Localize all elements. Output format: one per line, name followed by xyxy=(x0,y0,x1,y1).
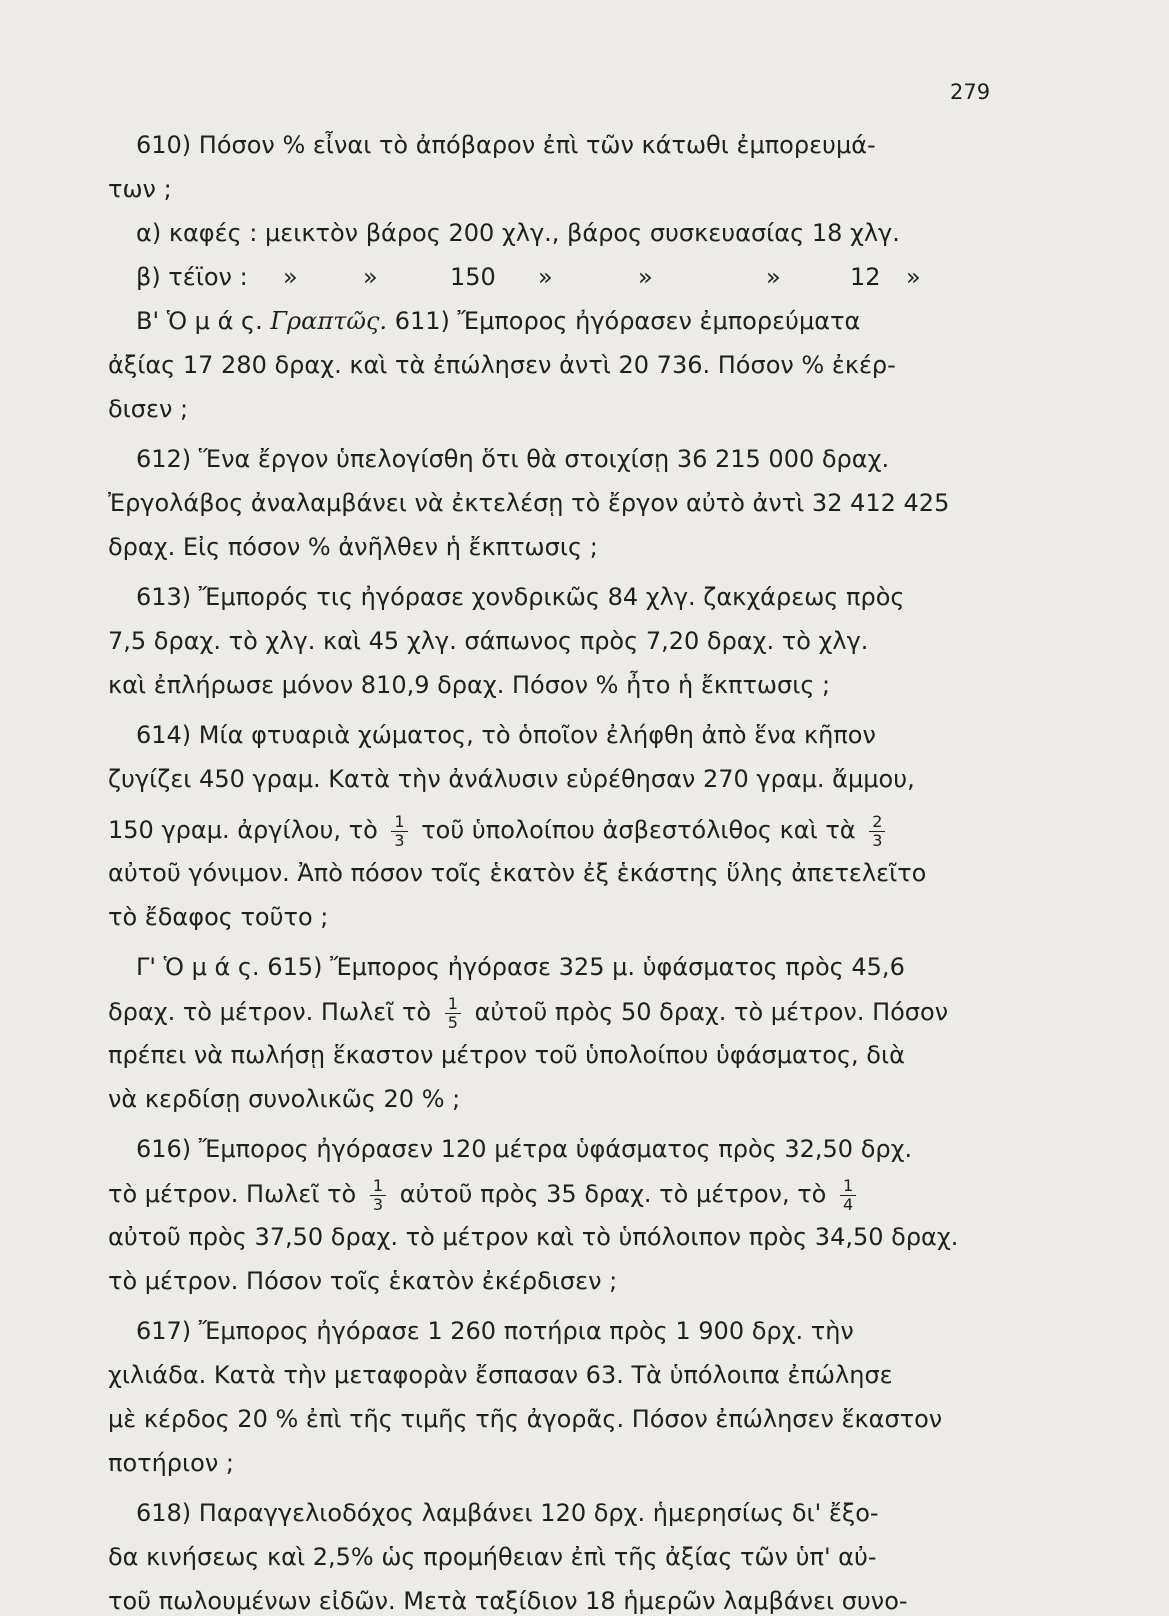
problem-610-item-a: α) καφές : μεικτὸν βάρος 200 χλγ., βάρος συσκευασίας 18 χλγ. xyxy=(136,219,900,247)
problem-610-line: 610) Πόσον % εἶναι τὸ ἀπόβαρον ἐπὶ τῶν κάτωθι ἐμπορευμά- xyxy=(136,131,876,159)
problem-617-line: χιλιάδα. Κατὰ τὴν μεταφορὰν ἔσπασαν 63. Τὰ ὑπόλοιπα ἐπώλησε xyxy=(108,1361,893,1389)
problem-615-line: πρέπει νὰ πωλήσῃ ἕκαστον μέτρον τοῦ ὑπολοίπου ὑφάσματος, διὰ xyxy=(108,1041,905,1069)
fraction-two-thirds: $\frac{2}{3}$ xyxy=(869,813,885,850)
ditto-mark: » xyxy=(363,263,378,291)
problem-618-line: τοῦ πωλουμένων εἰδῶν. Μετὰ ταξίδιον 18 ἡμερῶν λαμβάνει συνο- xyxy=(108,1587,908,1615)
problem-614-line: 614) Μία φτυαριὰ χώματος, τὸ ὁποῖον ἐλήφθη ἀπὸ ἕνα κῆπον xyxy=(136,721,876,749)
fraction-one-third: $\frac{1}{3}$ xyxy=(391,813,407,850)
problem-616-line: τὸ μέτρον. Πωλεῖ τὸ $\frac{1}{3}$ αὐτοῦ πρὸς 35 δραχ. τὸ μέτρον, τὸ $\frac{1}{4}$ xyxy=(108,1172,988,1216)
problem-614-line: αὐτοῦ γόνιμον. Ἀπὸ πόσον τοῖς ἑκατὸν ἐξ ἑκάστης ὕλης ἀπετελεῖτο xyxy=(108,859,927,887)
problem-614-line: ζυγίζει 450 γραμ. Κατὰ τὴν ἀνάλυσιν εὑρέθησαν 270 γραμ. ἄμμου, xyxy=(108,765,915,793)
problem-612-line: Ἐργολάβος ἀναλαμβάνει νὰ ἐκτελέσῃ τὸ ἔργον αὐτὸ ἀντὶ 32 412 425 xyxy=(108,489,950,517)
fraction-one-quarter: $\frac{1}{4}$ xyxy=(840,1177,856,1214)
problem-614-line: τὸ ἔδαφος τοῦτο ; xyxy=(108,903,329,931)
written-label: Γραπτῶς. xyxy=(270,307,388,335)
ditto-mark: » xyxy=(766,263,781,291)
problem-616-line: 616) Ἔμπορος ἠγόρασεν 120 μέτρα ὑφάσματος πρὸς 32,50 δρχ. xyxy=(136,1135,913,1163)
problem-611-text: 611) Ἔμπορος ἠγόρασεν ἐμπορεύματα xyxy=(394,307,861,335)
problem-617-line: ποτήριον ; xyxy=(108,1449,234,1477)
problem-613-line: 7,5 δραχ. τὸ χλγ. καὶ 45 χλγ. σάπωνος πρὸς 7,20 δραχ. τὸ χλγ. xyxy=(108,627,869,655)
problem-610-item-b xyxy=(108,262,988,292)
fraction-one-third: $\frac{1}{3}$ xyxy=(370,1177,386,1214)
item-b-label: β) τέϊον : xyxy=(136,263,248,291)
ditto-mark: » xyxy=(538,263,553,291)
problem-610-line: των ; xyxy=(108,175,172,203)
page-number: 279 xyxy=(950,80,991,104)
group-b-label: Β' Ὁ μ ά ς. xyxy=(136,307,263,335)
problem-616-line: τὸ μέτρον. Πόσον τοῖς ἑκατὸν ἐκέρδισεν ; xyxy=(108,1267,618,1295)
problem-611-line xyxy=(108,306,988,336)
problem-615-line: Γ' Ὁ μ ά ς. 615) Ἔμπορος ἠγόρασε 325 μ. ὑφάσματος πρὸς 45,6 xyxy=(136,953,905,981)
fraction-one-fifth: $\frac{1}{5}$ xyxy=(445,995,461,1032)
problem-617-line: 617) Ἔμπορος ἠγόρασε 1 260 ποτήρια πρὸς 1 900 δρχ. τὴν xyxy=(136,1317,854,1345)
problem-614-line: 150 γραμ. ἀργίλου, τὸ $\frac{1}{3}$ τοῦ ὑπολοίπου ἀσβεστόλιθος καὶ τὰ $\frac{2}{3}$ xyxy=(108,808,988,852)
problem-615-line: δραχ. τὸ μέτρον. Πωλεῖ τὸ $\frac{1}{5}$ αὐτοῦ πρὸς 50 δραχ. τὸ μέτρον. Πόσον xyxy=(108,993,949,1032)
problem-612-line: δραχ. Εἰς πόσον % ἀνῆλθεν ἡ ἔκπτωσις ; xyxy=(108,533,598,561)
problem-616-line: αὐτοῦ πρὸς 37,50 δραχ. τὸ μέτρον καὶ τὸ ὑπόλοιπον πρὸς 34,50 δραχ. xyxy=(108,1223,959,1251)
problem-613-line: καὶ ἐπλήρωσε μόνον 810,9 δραχ. Πόσον % ἦτο ἡ ἔκπτωσις ; xyxy=(108,671,831,699)
problem-613-line: 613) Ἔμπορός τις ἠγόρασε χονδρικῶς 84 χλγ. ζακχάρεως πρὸς xyxy=(136,583,905,611)
problem-612-line: 612) Ἕνα ἔργον ὑπελογίσθη ὅτι θὰ στοιχίσῃ 36 215 000 δραχ. xyxy=(136,445,890,473)
problem-611-line: ἀξίας 17 280 δραχ. καὶ τὰ ἐπώλησεν ἀντὶ 20 736. Πόσον % ἐκέρ- xyxy=(108,351,896,379)
ditto-mark: » xyxy=(283,263,298,291)
ditto-mark: » xyxy=(906,263,921,291)
problem-618-line: 618) Παραγγελιοδόχος λαμβάνει 120 δρχ. ἡμερησίως δι' ἔξο- xyxy=(136,1499,879,1527)
group-c-label: Γ' Ὁ μ ά ς. xyxy=(136,953,260,981)
item-b-gross: 150 xyxy=(450,263,496,291)
page-text xyxy=(108,130,988,1616)
problem-611-line: δισεν ; xyxy=(108,395,189,423)
ditto-mark: » xyxy=(638,263,653,291)
problem-618-line: δα κινήσεως καὶ 2,5% ὡς προμήθειαν ἐπὶ τῆς ἀξίας τῶν ὑπ' αὐ- xyxy=(108,1543,877,1571)
item-b-tare: 12 xyxy=(850,263,881,291)
problem-615-line: νὰ κερδίσῃ συνολικῶς 20 % ; xyxy=(108,1085,461,1113)
problem-617-line: μὲ κέρδος 20 % ἐπὶ τῆς τιμῆς τῆς ἀγορᾶς. Πόσον ἐπώλησεν ἕκαστον xyxy=(108,1405,943,1433)
